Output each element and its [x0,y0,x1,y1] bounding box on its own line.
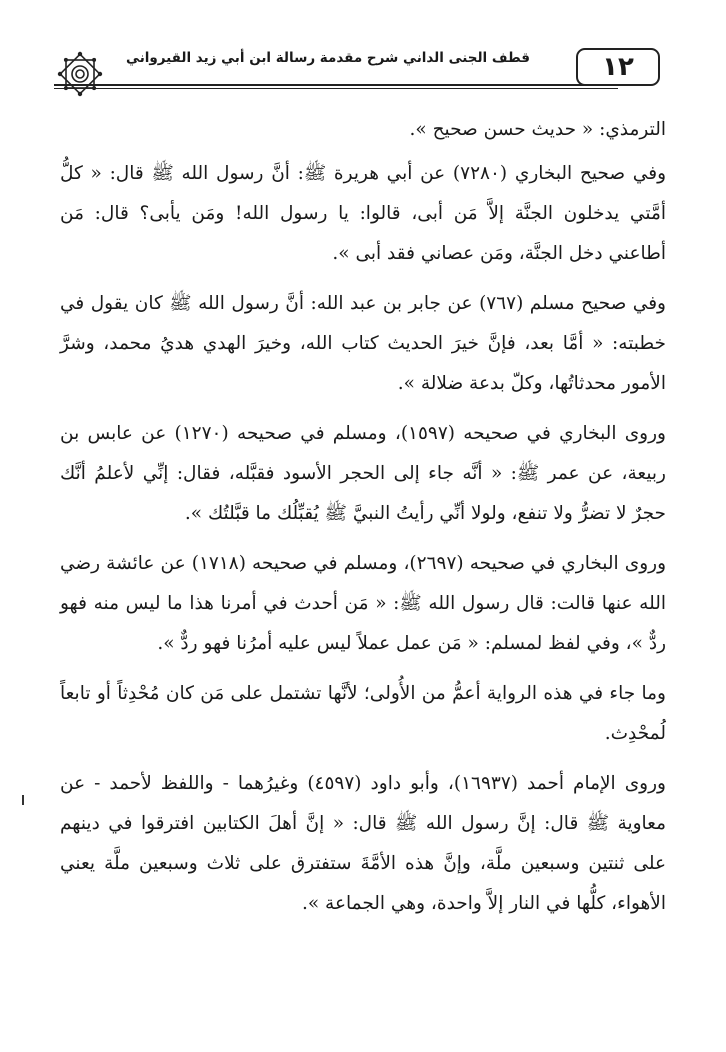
paragraph-4: وروى البخاري في صحيحه (١٥٩٧)، ومسلم في صحيحه (١٢٧٠) عن عابس بن ربيعة، عن عمر ﷺ: « أنَّه جاء إلى الحجر الأسود فقبَّله، فقال: إنِّي لأعلمُ أنَّك حجرٌ لا تضرُّ ولا تنفع، ولولا أنِّي رأيتُ النبيَّ ﷺ يُقبِّلُك ما قبَّلتُك ». [60,423,666,524]
page-number: ١٢ [576,48,660,86]
running-title: قطف الجنى الداني شرح مقدمة رسالة ابن أبي زيد القيرواني [126,50,530,66]
margin-mark [22,795,24,805]
paragraph-2: وفي صحيح البخاري (٧٢٨٠) عن أبي هريرة ﷺ: أنَّ رسول الله ﷺ قال: « كلُّ أمَّتي يدخلون الجنَّة إلاَّ مَن أبى، قالوا: يا رسول الله! ومَن يأبى؟ قال: مَن أطاعني دخل الجنَّة، ومَن عصاني فقد أبى ». [60,163,666,264]
header-rule [54,84,618,86]
paragraph-5: وروى البخاري في صحيحه (٢٦٩٧)، ومسلم في صحيحه (١٧١٨) عن عائشة رضي الله عنها قالت: قال رسول الله ﷺ: « مَن أحدث في أمرنا هذا ما ليس منه فهو ردٌّ »، وفي لفظ لمسلم: « مَن عمل عملاً ليس عليه أمرُنا فهو ردٌّ ». [60,553,667,654]
star-ornament-icon [56,50,104,98]
page-body [60,110,666,934]
paragraph-1: الترمذي: « حديث حسن صحيح ». [409,119,666,140]
paragraph-3: وفي صحيح مسلم (٧٦٧) عن جابر بن عبد الله: أنَّ رسول الله ﷺ كان يقول في خطبته: « أمَّا بعد، فإنَّ خيرَ الحديث كتاب الله، وخيرَ الهدي هديُ محمد، وشرَّ الأمور محدثاتُها، وكلّ بدعة ضلالة ». [60,293,666,394]
paragraph-7: وروى الإمام أحمد (١٦٩٣٧)، وأبو داود (٤٥٩٧) وغيرُهما - واللفظ لأحمد - عن معاوية ﷺ قال: إنَّ رسول الله ﷺ قال: « إنَّ أهلَ الكتابين افترقوا في دينهم على ثنتين وسبعين ملَّة، وإنَّ هذه الأمَّةَ ستفترق على ثلاث وسبعين ملَّة يعني الأهواء، كلُّها في النار إلاَّ واحدة، وهي الجماعة ». [60,773,666,914]
page-header [0,38,726,102]
paragraph-6: وما جاء في هذه الرواية أعمُّ من الأُولى؛ لأنَّها تشتمل على مَن كان مُحْدِثاً أو تابعاً لُمحْدِث. [60,683,666,744]
header-rule-thin [54,88,618,89]
